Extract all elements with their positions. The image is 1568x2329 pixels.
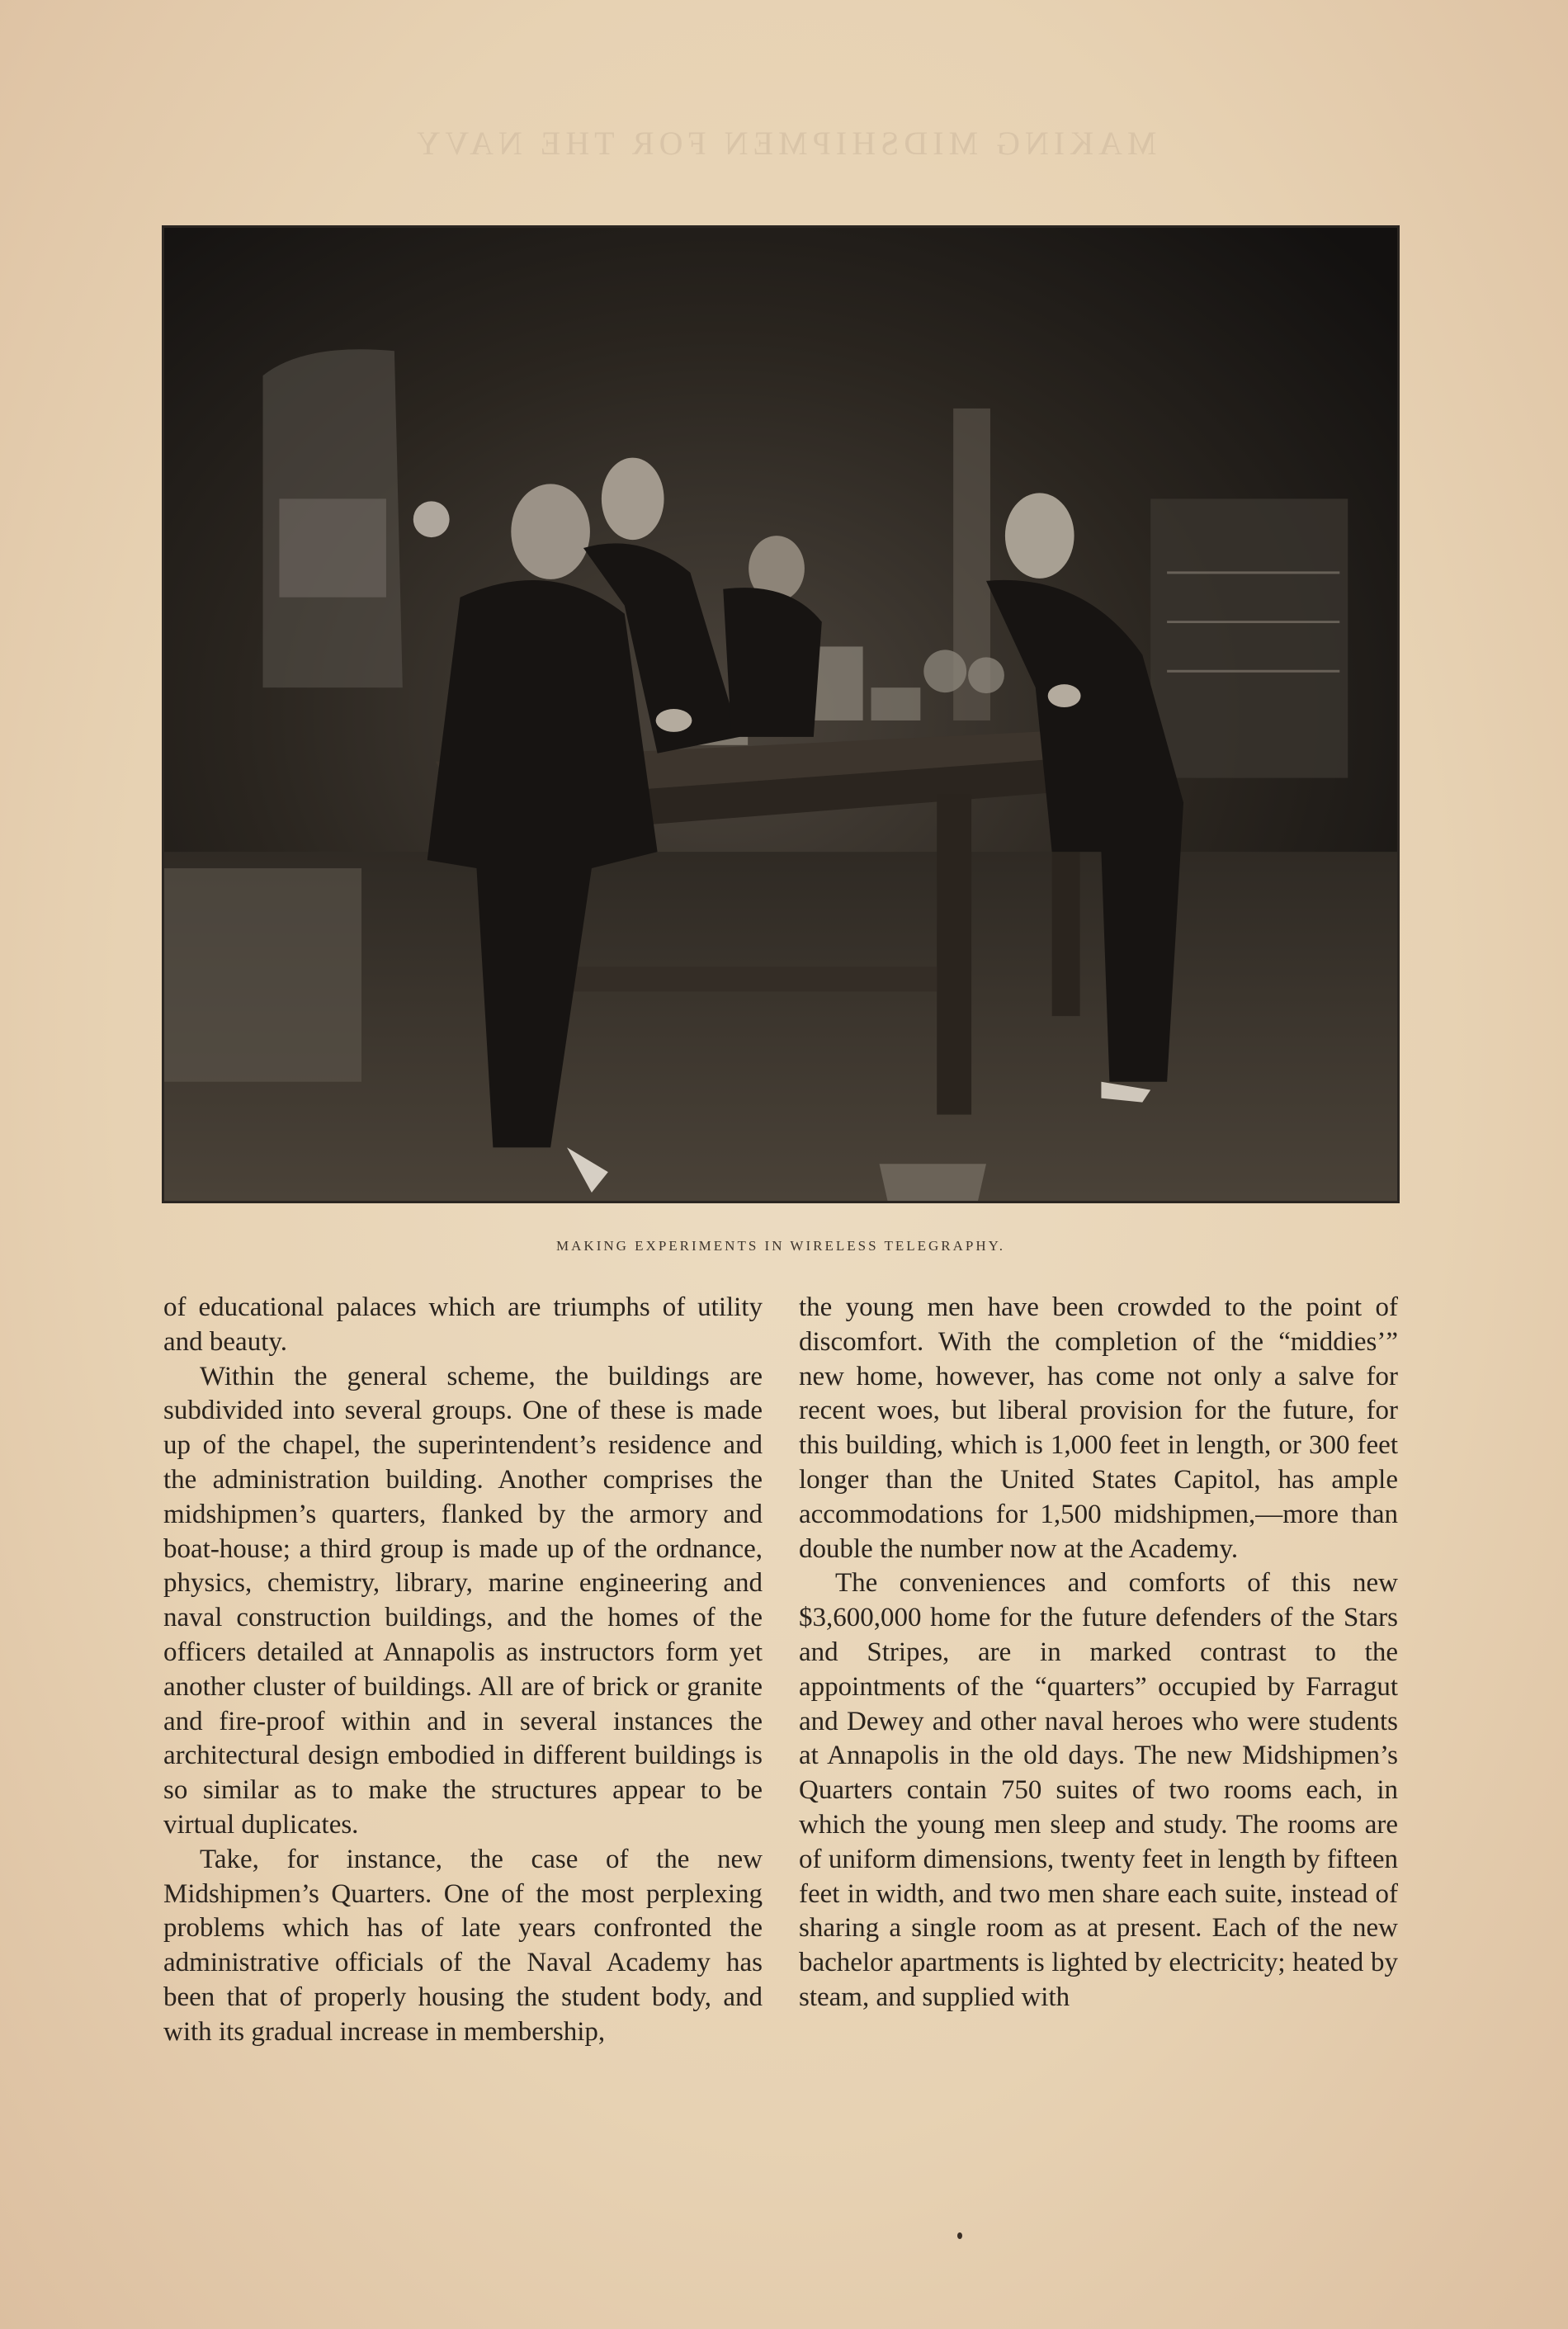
paragraph: The conveniences and comforts of this new $3,600,000 home for the future defenders of the Stars and Stripes, are in marked contrast to the appointments of the “quarters” occupied by Farragut and Dewey and other naval heroes who were students at Annapolis in the old days. The new Midshipmen’s Quarters contain 750 suites of two rooms each, in which the young men sleep and study. The rooms are of uniform dimensions, twenty feet in length by fifteen feet in width, and two men share each suite, instead of sharing a single room as at present. Each of the new bachelor apartments is lighted by electricity; heated by steam, and supplied with: [799, 1568, 1398, 2012]
text-column-left: [163, 1291, 763, 2050]
ink-speck: [957, 2232, 962, 2239]
photo-caption: MAKING EXPERIMENTS IN WIRELESS TELEGRAPHY.: [556, 1238, 1005, 1254]
paragraph: Take, for instance, the case of the new Midshipmen’s Quarters. One of the most perplexing problems which has of late years confronted the administrative officials of the Naval Academy has been that of properly housing the student body, and with its gradual increase in membership,: [163, 1844, 763, 2047]
paragraph: Within the general scheme, the buildings are subdivided into several groups. One of these is made up of the chapel, the superintendent’s residence and the administration building. Another comprises the midshipmen’s quarters, flanked by the armory and boat-house; a third group is made up of the ordnance, physics, chemistry, library, marine engineering and naval construction buildings, and the homes of the officers detailed at Annapolis as instructors form yet another cluster of buildings. All are of brick or granite and fire-proof within and in several instances the architectural design embodied in different buildings is so similar as to make the structures appear to be virtual duplicates.: [163, 1361, 763, 1840]
paragraph: the young men have been crowded to the point of discomfort. With the completion of the “middies’” new home, however, has come not only a salve for recent woes, but liberal provision for the future, for this building, which is 1,000 feet in length, or 300 feet longer than the United States Capitol, has ample accommodations for 1,500 midshipmen,—more than double the number now at the Academy.: [799, 1292, 1398, 1564]
laboratory-photograph: [162, 225, 1400, 1203]
paragraph: of educational palaces which are triumphs of utility and beauty.: [163, 1292, 763, 1357]
text-column-right: [799, 1291, 1398, 2015]
bleed-through-header: MAKING MIDSHIPMEN FOR THE NAVY: [411, 125, 1157, 162]
photo-illustration: [164, 228, 1397, 1201]
